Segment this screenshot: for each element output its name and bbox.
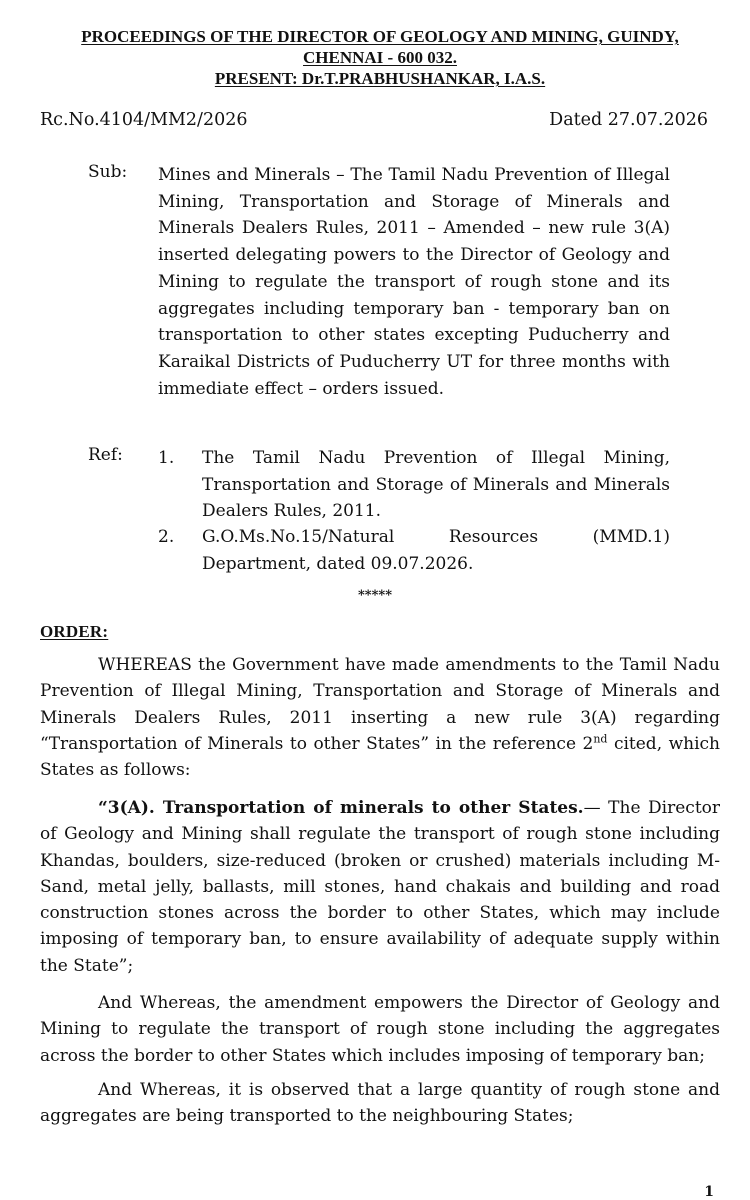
order-paragraph-3: And Whereas, the amendment empowers the Director of Geology and Mining to regulate the transport of rough stone including the aggregates across the border to other States which includes imposing of temporary ban; <box>40 993 720 1066</box>
subject-text: Mines and Minerals – The Tamil Nadu Prevention of Illegal Mining, Transportation and Storage of Minerals and Minerals Dealers Rules, 2011 – Amended – new rule 3(A) inserted delegating powers to the Director of Geology and Mining to regulate the transport of rough stone and its aggregates including temporary ban - temporary ban on transportation to other states excepting Puducherry and Karaikal Districts of Puducherry UT for three months with immediate effect – orders issued. <box>158 165 670 399</box>
section-separator: ***** <box>358 588 392 603</box>
header-line-3: PRESENT: Dr.T.PRABHUSHANKAR, I.A.S. <box>214 69 546 88</box>
rule-quote-paragraph <box>40 795 720 979</box>
reference-item-number: 1. <box>158 448 175 468</box>
header-line-2: CHENNAI - 600 032. <box>303 48 457 67</box>
reference-item-number: 2. <box>158 527 175 547</box>
paragraph-text: cited, which States as follows: <box>40 733 720 781</box>
subject-label: Sub: <box>88 162 128 182</box>
order-paragraph-4: And Whereas, it is observed that a large quantity of rough stone and aggregates are being transported to the neighbouring States; <box>40 1080 720 1127</box>
order-heading: ORDER: <box>40 622 109 641</box>
reference-item-text: G.O.Ms.No.15/Natural Resources (MMD.1) Department, dated 09.07.2026. <box>202 527 670 574</box>
document-date: Dated 27.07.2026 <box>549 110 708 130</box>
order-paragraph-1 <box>40 652 720 783</box>
ordinal-suffix: nd <box>593 732 608 746</box>
page-number: 1 <box>704 1184 714 1200</box>
reference-number: Rc.No.4104/MM2/2026 <box>40 110 248 130</box>
document-header <box>20 26 740 89</box>
rule-heading: “3(A). Transportation of minerals to other States. <box>98 798 584 818</box>
paragraph-text: WHEREAS the Government have made amendments to the Tamil Nadu Prevention of Illegal Mining, Transportation and Storage of Minerals and Minerals Dealers Rules, 2011 inserting a new rule 3(A) regarding “Transportation of Minerals to other States” in the reference 2 <box>40 655 720 754</box>
reference-item-text: The Tamil Nadu Prevention of Illegal Mining, Transportation and Storage of Minerals and Minerals Dealers Rules, 2011. <box>202 448 670 521</box>
references-label: Ref: <box>88 445 123 465</box>
header-line-1: PROCEEDINGS OF THE DIRECTOR OF GEOLOGY AND MINING, GUINDY, <box>81 27 679 46</box>
rule-text: — The Director of Geology and Mining shall regulate the transport of rough stone including Khandas, boulders, size-reduced (broken or crushed) materials including M-Sand, metal jelly, ballasts, mill stones, hand chakais and building and road construction stones across the border to other States, which may include imposing of temporary ban, to ensure availability of adequate supply within the State”; <box>40 798 721 976</box>
